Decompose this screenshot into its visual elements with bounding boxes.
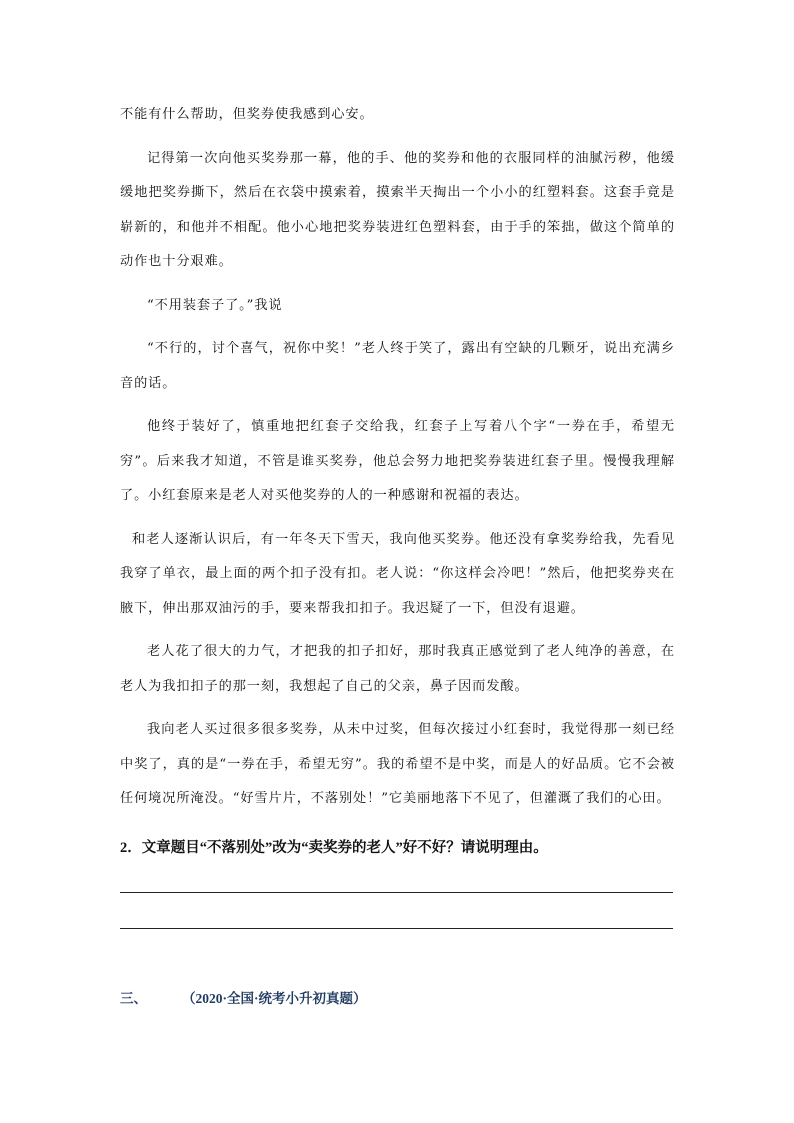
passage-paragraph-8: 我向老人买过很多很多奖券，从未中过奖，但每次接过小红套时，我觉得那一刻已经中奖了，真的是“一券在手，希望无穷”。我的希望不是中奖，而是人的好品质。它不会被任何境况所淹没。“好雪片片，不落别处！”它美丽地落下不见了，但灌溉了我们的心田。 [120, 722, 675, 806]
passage-paragraph-2: 记得第一次向他买奖券那一幕，他的手、他的奖券和他的衣服同样的油腻污秽，他缓缓地把奖券撕下，然后在衣袋中摸索着，摸索半天掏出一个小小的红塑料套。这套手竟是崭新的，和他并不相配。他小心地把奖券装进红色塑料套，由于手的笨拙，做这个简单的动作也十分艰难。 [120, 150, 675, 269]
section-heading [120, 988, 367, 1010]
answer-line[interactable] [120, 892, 673, 893]
passage-paragraph-7: 老人花了很大的力气，才把我的扣子扣好，那时我真正感觉到了老人纯净的善意，在老人为我扣扣子的那一刻，我想起了自己的父亲，鼻子因而发酸。 [120, 644, 675, 694]
question-2: 2．文章题目“不落别处”改为“卖奖券的老人”好不好？请说明理由。 [120, 840, 548, 856]
passage-paragraph-4: “不行的，讨个喜气，祝你中奖！”老人终于笑了，露出有空缺的几颗牙，说出充满乡音的话。 [120, 341, 675, 391]
passage-paragraph-6: 和老人逐渐认识后，有一年冬天下雪天，我向他买奖券。他还没有拿奖券给我，先看见我穿了单衣，最上面的两个扣子没有扣。老人说：“你这样会冷吧！”然后，他把奖券夹在腋下，伸出那双油污的手，要来帮我扣扣子。我迟疑了一下，但没有退避。 [120, 531, 675, 616]
passage-paragraph-1: 不能有什么帮助，但奖券使我感到心安。 [120, 107, 374, 122]
passage-paragraph-5: 他终于装好了，慎重地把红套子交给我，红套子上写着八个字“一券在手，希望无穷”。后来我才知道，不管是谁买奖券，他总会努力地把奖券装进红套子里。慢慢我理解了。小红套原来是老人对买他奖券的人的一种感谢和祝福的表达。 [120, 419, 675, 503]
answer-line[interactable] [120, 928, 673, 929]
reading-passage [120, 98, 675, 826]
passage-paragraph-3: “不用装套子了。”我说 [147, 297, 283, 313]
section-number: 三、 [120, 991, 147, 1006]
section-source: （2020·全国·统考小升初真题） [182, 991, 367, 1006]
